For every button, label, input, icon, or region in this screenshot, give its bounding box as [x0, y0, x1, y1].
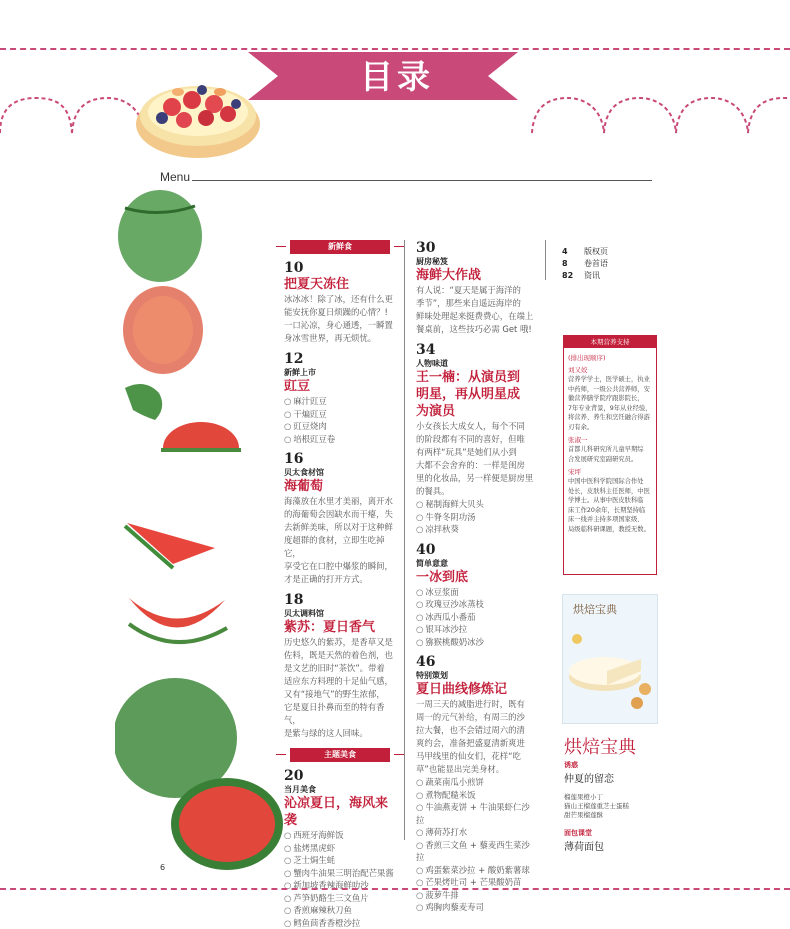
list-item: ○ 芦笋奶酪生三文鱼片: [284, 892, 396, 905]
menu-rule: [192, 180, 652, 181]
list-item: ○ 猕猴桃酸奶冰沙: [416, 636, 536, 649]
article-body: 小女孩长大成女人，每个不同 的阶段都有不同的喜好，但唯 有两样“玩具”是她们从小到 大都不会舍弃的：一样是闺房 里的化妆品，另一样便是厨房里 的餐具。: [416, 420, 536, 498]
column-left: [284, 240, 396, 929]
article-10[interactable]: [284, 260, 396, 345]
page-number-footer: 6: [160, 863, 165, 872]
article-body: 有人说：“夏天是属于海洋的 季节”，那些来自遥远海岸的 鲜味处理起来挺费费心，在端上 餐桌前，这些技巧必需 Get 哦!: [416, 284, 536, 336]
list-item: ○ 凉拌秋葵: [416, 523, 536, 536]
article-body: 历史悠久的紫苏，是香草又是 佐料，既是天然的着色剂，也 是文艺的旧时“茶饮”。带着 适应东方料理的十足仙气感， 又有“接地气”的野生浓郁， 它是夏日扑鼻而至的特有香气， 是紫与绿的这人回味。: [284, 636, 396, 740]
support-order-tag: (排出现顺序): [568, 353, 652, 362]
bake-desc: 榴莲果橙小丁 猫山王榴莲重芝士蛋糕 甜芒果榴莲酥: [564, 793, 659, 820]
nutrition-support-box: [563, 335, 657, 575]
expert-name: 张淑一: [568, 435, 652, 444]
bake-sub-name: 薄荷面包: [564, 838, 659, 853]
article-category: 人物味道: [416, 358, 536, 369]
bakery-book-cover[interactable]: [562, 594, 658, 724]
list-item: ○ 芝士焗生蚝: [284, 854, 396, 867]
article-body: 一周三天的减脂进行时，既有 周一的元气补给，有周三的沙 拉大餐，也不会错过周六的清 爽约会，准备把盛夏清新爽进 马甲线里的仙女们，花样“吃 草”也能显出完美身材。: [416, 698, 536, 776]
list-item: ○ 盐烤黑虎虾: [284, 842, 396, 855]
list-item: ○ 蔬菜南瓜小煎饼: [416, 776, 536, 789]
article-title: 把夏天冻住: [284, 276, 396, 293]
list-item: ○ 鳕鱼茴香香橙沙拉: [284, 917, 396, 929]
list-item: ○ 芒果烤吐司 + 芒果酸奶苗: [416, 876, 536, 889]
list-item: ○ 煮物配糙米饭: [416, 789, 536, 802]
article-title: 一冰到底: [416, 569, 536, 586]
list-item: ○ 牛油燕麦饼 + 牛油果虾仁沙拉: [416, 801, 536, 826]
article-title: 沁凉夏日，海风来袭: [284, 795, 396, 829]
article-title: 海葡萄: [284, 478, 396, 495]
list-item: ○ 鸡蛋紫菜沙拉 + 酸奶紫薯球: [416, 864, 536, 877]
front-list: [562, 246, 608, 282]
bake-sub-name: 仲夏的留恋: [564, 770, 659, 785]
list-item: ○ 银耳冰沙拉: [416, 623, 536, 636]
article-title: 夏日曲线修炼记: [416, 681, 536, 698]
article-title: 海鲜大作战: [416, 267, 536, 284]
list-item: ○ 麻汁豇豆: [284, 395, 396, 408]
page-number: 10: [284, 260, 396, 276]
list-item[interactable]: 82 资讯: [562, 270, 608, 282]
article-46[interactable]: [416, 654, 536, 914]
expert-desc: 中国中医科学院国际合作处 处长，皮肤科主任医师，中医 学博士。从事中医皮肤科临 床工作20余年，长期坚持临 床一线并主持多项国家级、 局级临科研课题，教授无数。: [568, 477, 652, 534]
article-category: 厨房秘笈: [416, 256, 536, 267]
bake-sub-label: 诱惑: [564, 760, 659, 770]
list-item: ○ 冰西瓜小番茄: [416, 611, 536, 624]
column-middle: [416, 234, 536, 914]
column-divider: [545, 240, 546, 280]
article-title: 豇豆: [284, 378, 396, 395]
list-item: ○ 豇豆烧肉: [284, 420, 396, 433]
menu-label: Menu: [160, 170, 190, 184]
cake-illustration: [563, 619, 657, 719]
page-number: 12: [284, 351, 396, 367]
list-item[interactable]: 4 版权页: [562, 246, 608, 258]
list-item[interactable]: 8 卷首语: [562, 258, 608, 270]
expert-desc: 营养学学士，医学硕士，执业 中药师，一级公共营养师，安 徽营养膳学院疗跟影院长， 7年专业背景，9年从业经验， 将营养、养生和烹饪融合得游 刃有余。: [568, 375, 652, 432]
section-bar-theme: 主题美食: [290, 748, 390, 762]
article-category: 贝太食材馆: [284, 467, 396, 478]
list-item: ○ 香煎麻辣秋刀鱼: [284, 904, 396, 917]
article-title: 紫苏：夏日香气: [284, 619, 396, 636]
page-number: 40: [416, 542, 536, 558]
expert-name: 刘又姣: [568, 365, 652, 374]
article-18[interactable]: [284, 592, 396, 740]
article-category: 新鲜上市: [284, 367, 396, 378]
list-item: ○ 新加坡香辣海鲜叻沙: [284, 879, 396, 892]
list-item: ○ 鸡胸肉藜麦寿司: [416, 901, 536, 914]
list-item: ○ 牛脊冬阴功汤: [416, 511, 536, 524]
article-body: 冰冰冰！除了冰，还有什么更 能安抚你夏日烦躁的心情？! 一口沁凉，身心通透，一瞬置 身冰雪世界，再无烦忧。: [284, 293, 396, 345]
bottom-dashed-border: [0, 888, 790, 890]
bake-sub-label: 面包课堂: [564, 828, 659, 838]
page-number: 20: [284, 768, 396, 784]
list-item: ○ 西班牙海鲜饭: [284, 829, 396, 842]
expert-desc: 首都儿科研究所儿童早期综 合发展研究室副研究员。: [568, 445, 652, 464]
page-number: 46: [416, 654, 536, 670]
article-16[interactable]: [284, 451, 396, 586]
list-item: ○ 薄荷苏打水: [416, 826, 536, 839]
article-category: 当月美食: [284, 784, 396, 795]
list-item: ○ 菠萝牛排: [416, 889, 536, 902]
book-cover-title: 烘焙宝典: [573, 601, 657, 617]
page-number: 16: [284, 451, 396, 467]
column-divider: [404, 240, 405, 840]
list-item: ○ 干煸豇豆: [284, 408, 396, 421]
list-item: ○ 冰豆浆面: [416, 586, 536, 599]
list-item: ○ 玫瑰豆沙冰蒸枝: [416, 598, 536, 611]
article-12[interactable]: [284, 351, 396, 445]
article-40[interactable]: [416, 542, 536, 649]
page-number: 18: [284, 592, 396, 608]
article-category: 特别策划: [416, 670, 536, 681]
bake-section[interactable]: [564, 760, 659, 853]
article-30[interactable]: [416, 240, 536, 336]
list-item: ○ 香煎三文鱼 + 藜麦西生菜沙拉: [416, 839, 536, 864]
list-item: ○ 培根豇豆卷: [284, 433, 396, 446]
page-title: 目录: [352, 51, 442, 98]
article-20[interactable]: [284, 768, 396, 929]
page-number: 34: [416, 342, 536, 358]
bake-section-title: 烘焙宝典: [564, 733, 636, 759]
article-title: 王一楠：从演员到 明星，再从明星成 为演员: [416, 369, 536, 420]
list-item: ○ 秘制海鲜大贝头: [416, 498, 536, 511]
support-header: 本期营养支持: [564, 336, 656, 348]
fruit-tart-illustration: [132, 52, 264, 162]
list-item: ○ 蟹肉牛油果三明治配芒果酱: [284, 867, 396, 880]
article-34[interactable]: [416, 342, 536, 536]
article-category: 简单意意: [416, 558, 536, 569]
watermelon-illustrations: [115, 188, 285, 878]
article-category: 贝太调料馆: [284, 608, 396, 619]
article-body: 海藻放在水里才美丽，离开水 的海葡萄会因缺水而干瘪，失 去新鲜美味，所以对于这种鲜 度超群的食材，立即生吃掉它， 享受它在口腔中爆浆的瞬间， 才是正确的打开方式。: [284, 495, 396, 586]
section-bar-fresh: 新鲜食: [290, 240, 390, 254]
expert-name: 宋坪: [568, 467, 652, 476]
page-number: 30: [416, 240, 536, 256]
